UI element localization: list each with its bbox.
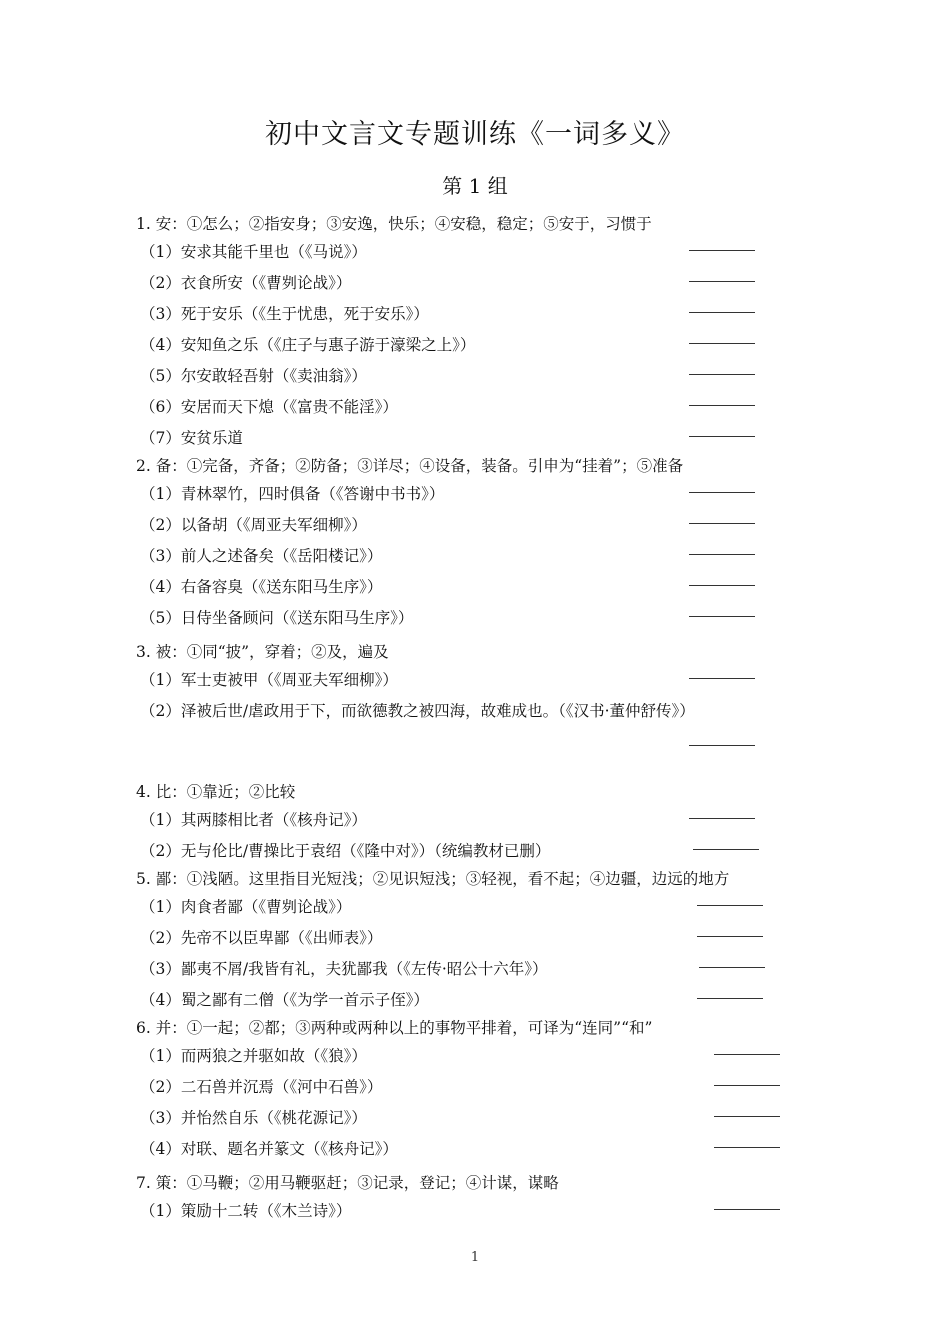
question-text: （2）无与伦比/曹操比于袁绍（《隆中对》）（统编教材已删） [140,842,551,860]
question-item [136,836,796,867]
answer-blank[interactable] [689,745,755,746]
question-item [136,572,796,603]
question-text: （1）而两狼之并驱如故（《狼》） [140,1047,367,1065]
question-text: （3）死于安乐（《生于忧患，死于安乐》） [140,305,429,323]
question-text: （3）前人之述备矣（《岳阳楼记》） [140,547,383,565]
question-item [136,392,796,423]
answer-blank[interactable] [689,554,755,555]
question-item [136,361,796,392]
answer-blank[interactable] [689,281,755,282]
question-text: （5）日侍坐备顾问（《送东阳马生序》） [140,609,414,627]
question-item [136,1196,796,1227]
question-item [136,665,796,696]
question-item [136,1072,796,1103]
answer-blank[interactable] [693,849,759,850]
question-item [136,985,796,1016]
question-item [136,268,796,299]
answer-blank[interactable] [697,998,763,999]
answer-blank[interactable] [714,1054,780,1055]
page-title: 初中文言文专题训练《一词多义》 [265,119,685,150]
answer-blank[interactable] [714,1116,780,1117]
question-text: （1）其两膝相比者（《核舟记》） [140,811,367,829]
question-text: （6）安居而天下熄（《富贵不能淫》） [140,398,398,416]
answer-blank[interactable] [714,1085,780,1086]
question-text: （1）肉食者鄙（《曹刿论战》） [140,898,352,916]
answer-blank[interactable] [689,436,755,437]
answer-blank[interactable] [689,343,755,344]
page-number: 1 [470,1250,480,1265]
group-head: 3. 被：①同“披”，穿着；②及，遍及 [136,643,389,661]
group-head: 6. 并：①一起；②都；③两种或两种以上的事物平排着，可译为“连同”“和” [136,1019,653,1037]
answer-blank[interactable] [697,936,763,937]
question-text: （1）青林翠竹，四时俱备（《答谢中书书》） [140,485,445,503]
question-item [136,923,796,954]
group-head: 1. 安：①怎么；②指安身；③安逸，快乐；④安稳，稳定；⑤安于，习惯于 [136,215,652,233]
group-head: 4. 比：①靠近；②比较 [136,783,296,801]
question-text: （5）尔安敢轻吾射（《卖油翁》） [140,367,367,385]
answer-blank[interactable] [689,250,755,251]
answer-blank[interactable] [689,312,755,313]
answer-blank[interactable] [689,616,755,617]
answer-blank[interactable] [697,905,763,906]
question-item [136,892,796,923]
answer-blank[interactable] [689,678,755,679]
question-text: （7）安贫乐道 [140,429,243,447]
question-item [136,510,796,541]
question-text: （2）二石兽并沉焉（《河中石兽》） [140,1078,383,1096]
question-text: （4）右备容臭（《送东阳马生序》） [140,578,383,596]
question-item [136,1103,796,1134]
answer-blank[interactable] [689,492,755,493]
question-text: （2）先帝不以臣卑鄙（《出师表》） [140,929,383,947]
answer-blank[interactable] [689,374,755,375]
answer-blank[interactable] [689,818,755,819]
question-item [136,541,796,572]
question-item [136,954,796,985]
exercise-list [136,212,796,1227]
question-text: （1）军士吏被甲（《周亚夫军细柳》） [140,671,398,689]
question-text: （1）策励十二转（《木兰诗》） [140,1202,352,1220]
answer-blank[interactable] [689,405,755,406]
question-item [136,1041,796,1072]
question-item [136,237,796,268]
question-item [136,479,796,510]
question-item [136,696,796,727]
question-item [136,1134,796,1165]
question-text: （4）安知鱼之乐（《庄子与惠子游于濠梁之上》） [140,336,476,354]
question-text: （2）衣食所安（《曹刿论战》） [140,274,352,292]
question-text: （3）并怡然自乐（《桃花源记》） [140,1109,367,1127]
group-head: 5. 鄙：①浅陋。这里指目光短浅；②见识短浅；③轻视，看不起；④边疆，边远的地方 [136,870,730,888]
question-item [136,805,796,836]
question-text: （1）安求其能千里也（《马说》） [140,243,367,261]
question-text: （4）对联、题名并篆文（《核舟记》） [140,1140,398,1158]
question-text: （2）以备胡（《周亚夫军细柳》） [140,516,367,534]
question-item [136,423,796,454]
answer-blank[interactable] [714,1209,780,1210]
question-text: （2）泽被后世/虐政用于下，而欲德教之被四海，故难成也。（《汉书·董仲舒传》） [140,702,695,720]
answer-blank[interactable] [714,1147,780,1148]
answer-row [136,727,796,758]
question-text: （3）鄙夷不屑/我皆有礼，夫犹鄙我（《左传·昭公十六年》） [140,960,548,978]
answer-blank[interactable] [689,523,755,524]
question-text: （4）蜀之鄙有二僧（《为学一首示子侄》） [140,991,429,1009]
question-item [136,330,796,361]
question-item [136,603,796,634]
answer-blank[interactable] [699,967,765,968]
answer-blank[interactable] [689,585,755,586]
group-head: 7. 策：①马鞭；②用马鞭驱赶；③记录，登记；④计谋，谋略 [136,1174,559,1192]
group-label: 第 1 组 [442,174,508,198]
group-head: 2. 备：①完备，齐备；②防备；③详尽；④设备，装备。引申为“挂着”；⑤准备 [136,457,684,475]
question-item [136,299,796,330]
